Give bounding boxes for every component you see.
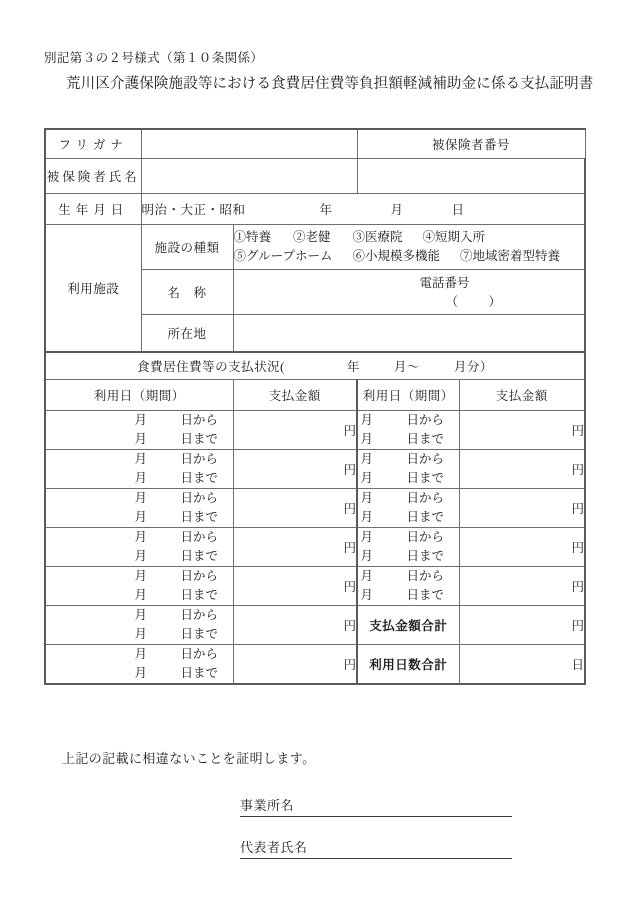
period-from-month: 月 (360, 530, 374, 545)
representative-name-row[interactable] (240, 837, 512, 859)
period-cell[interactable] (45, 528, 233, 567)
facility-type-option-5[interactable]: ⑤グループホーム (233, 249, 333, 263)
payment-column-header-row (45, 380, 585, 411)
period-to-day: 日まで (406, 549, 445, 563)
payment-total-amount-row (45, 606, 585, 645)
furigana-value[interactable] (141, 129, 357, 159)
period-from-day: 日から (180, 413, 219, 428)
yen-unit: 円 (343, 502, 357, 516)
yen-unit: 円 (343, 541, 357, 555)
yen-unit: 円 (571, 580, 585, 594)
form-code: 別記第３の２号様式（第１０条関係） (44, 51, 264, 65)
period-to-day: 日まで (180, 510, 219, 524)
payment-status-month-to: 月分） (453, 360, 493, 374)
period-from-day: 日から (180, 569, 219, 584)
period-cell[interactable] (357, 411, 459, 450)
period-from-day: 日から (406, 491, 445, 506)
payment-row (45, 450, 585, 489)
insured-number-value[interactable] (357, 159, 585, 194)
period-to-day: 日まで (406, 588, 445, 602)
col-header-amount-left: 支払金額 (233, 380, 357, 411)
signature-block (240, 795, 512, 879)
yen-unit: 円 (343, 580, 357, 594)
total-days-label: 利用日数合計 (357, 645, 459, 685)
facility-section-label: 利用施設 (45, 225, 141, 353)
facility-type-options-row1 (234, 228, 585, 247)
tel-paren-open: （ (445, 295, 459, 309)
payment-row (45, 411, 585, 450)
payment-row (45, 567, 585, 606)
period-cell[interactable] (45, 489, 233, 528)
period-from-day: 日から (180, 452, 219, 467)
col-header-period-left: 利用日（期間） (45, 380, 233, 411)
period-to-month: 月 (134, 510, 148, 524)
yen-unit: 円 (571, 541, 585, 555)
birthdate-label: 生年月日 (45, 194, 141, 225)
payment-row (45, 489, 585, 528)
certificate-table (44, 128, 586, 685)
amount-cell[interactable] (233, 528, 357, 567)
period-from-day: 日から (180, 530, 219, 545)
period-from-month: 月 (134, 452, 148, 467)
period-from-month: 月 (134, 491, 148, 506)
facility-type-option-4[interactable]: ④短期入所 (422, 229, 486, 244)
period-from-day: 日から (406, 413, 445, 428)
page-title: 荒川区介護保険施設等における食費居住費等負担額軽減補助金に係る支払証明書 (66, 76, 594, 92)
period-to-day: 日まで (406, 471, 445, 485)
period-to-month: 月 (360, 471, 374, 485)
period-to-month: 月 (134, 666, 148, 680)
amount-cell[interactable] (233, 489, 357, 528)
period-to-month: 月 (360, 549, 374, 563)
furigana-label: フリガナ (45, 129, 141, 159)
insured-number-label: 被保険者番号 (357, 129, 585, 159)
period-to-month: 月 (134, 471, 148, 485)
office-name-row[interactable] (240, 795, 512, 817)
facility-name-label: 名 称 (141, 270, 233, 315)
period-from-month: 月 (360, 452, 374, 467)
payment-status-title-prefix: 食費居住費等の支払状況( (137, 360, 285, 374)
payment-total-days-row (45, 645, 585, 685)
period-to-month: 月 (360, 510, 374, 524)
amount-cell[interactable] (459, 567, 585, 606)
facility-type-option-7[interactable]: ⑦地域密着型特養 (460, 249, 561, 263)
period-to-day: 日まで (180, 627, 219, 641)
col-header-amount-right: 支払金額 (459, 380, 585, 411)
facility-type-row (45, 225, 585, 270)
period-from-day: 日から (180, 647, 219, 662)
period-from-day: 日から (406, 530, 445, 545)
period-cell[interactable] (45, 645, 233, 685)
facility-type-label: 施設の種類 (141, 225, 233, 270)
period-to-day: 日まで (180, 549, 219, 563)
yen-unit: 円 (571, 502, 585, 516)
facility-type-options-row2 (234, 247, 585, 266)
office-name-label: 事業所名 (240, 798, 295, 813)
period-cell[interactable] (45, 450, 233, 489)
period-to-month: 月 (134, 549, 148, 563)
period-to-day: 日まで (406, 510, 445, 524)
total-days-value[interactable] (459, 645, 585, 685)
facility-address-label: 所在地 (141, 315, 233, 353)
amount-cell[interactable] (233, 411, 357, 450)
facility-address-value[interactable] (233, 315, 585, 353)
facility-type-option-2[interactable]: ②老健 (293, 229, 331, 244)
representative-name-label: 代表者氏名 (240, 840, 308, 855)
yen-unit: 円 (571, 463, 585, 477)
amount-cell[interactable] (233, 606, 357, 645)
period-cell[interactable] (357, 567, 459, 606)
furigana-row (45, 129, 585, 159)
amount-cell[interactable] (233, 567, 357, 606)
period-cell[interactable] (45, 411, 233, 450)
period-from-month: 月 (134, 608, 148, 623)
birthdate-row (45, 194, 585, 225)
period-to-day: 日まで (180, 588, 219, 602)
period-from-month: 月 (134, 647, 148, 662)
day-unit: 日 (571, 658, 585, 672)
period-cell[interactable] (45, 606, 233, 645)
period-to-month: 月 (134, 627, 148, 641)
insured-name-row (45, 159, 585, 194)
facility-name-value-cell[interactable] (233, 270, 585, 315)
payment-status-title (45, 352, 585, 380)
period-from-month: 月 (134, 413, 148, 428)
yen-unit: 円 (343, 658, 357, 672)
period-from-month: 月 (360, 491, 374, 506)
amount-cell[interactable] (459, 489, 585, 528)
yen-unit: 円 (571, 619, 585, 633)
period-to-day: 日まで (180, 432, 219, 446)
amount-cell[interactable] (233, 450, 357, 489)
facility-type-option-3[interactable]: ③医療院 (352, 229, 403, 244)
col-header-period-right: 利用日（期間） (357, 380, 459, 411)
facility-type-option-1[interactable]: ①特養 (233, 229, 272, 244)
amount-cell[interactable] (459, 450, 585, 489)
period-to-month: 月 (134, 588, 148, 602)
period-from-day: 日から (180, 491, 219, 506)
period-from-month: 月 (360, 413, 374, 428)
tel-paren-close: ） (488, 295, 502, 309)
birth-year-unit: 年 (319, 203, 333, 217)
yen-unit: 円 (343, 619, 357, 633)
period-cell[interactable] (45, 567, 233, 606)
insured-name-value[interactable] (141, 159, 357, 194)
payment-status-month-from: 月～ (393, 360, 420, 374)
amount-cell[interactable] (233, 645, 357, 685)
facility-type-options[interactable] (233, 225, 585, 270)
amount-cell[interactable] (459, 528, 585, 567)
insured-name-label: 被保険者氏名 (45, 159, 141, 194)
period-to-month: 月 (360, 432, 374, 446)
period-to-month: 月 (134, 432, 148, 446)
payment-status-header-row (45, 352, 585, 380)
facility-tel-value[interactable] (446, 292, 502, 310)
birthdate-value[interactable] (141, 194, 585, 225)
period-to-day: 日まで (180, 471, 219, 485)
period-to-day: 日まで (180, 666, 219, 680)
period-from-day: 日から (406, 569, 445, 584)
period-cell[interactable] (357, 489, 459, 528)
facility-tel-label: 電話番号 (419, 276, 470, 290)
certify-statement: 上記の記載に相違ないことを証明します。 (62, 751, 316, 766)
yen-unit: 円 (343, 424, 357, 438)
period-from-day: 日から (406, 452, 445, 467)
period-cell[interactable] (357, 528, 459, 567)
period-to-month: 月 (360, 588, 374, 602)
birth-eras: 明治・大正・昭和 (141, 203, 246, 217)
payment-row (45, 528, 585, 567)
period-cell[interactable] (357, 450, 459, 489)
yen-unit: 円 (571, 424, 585, 438)
period-from-month: 月 (134, 530, 148, 545)
birth-day-unit: 日 (451, 203, 465, 217)
period-from-month: 月 (360, 569, 374, 584)
yen-unit: 円 (343, 463, 357, 477)
facility-type-option-6[interactable]: ⑥小規模多機能 (352, 249, 441, 263)
birth-month-unit: 月 (390, 203, 404, 217)
period-from-day: 日から (180, 608, 219, 623)
payment-status-year-unit: 年 (346, 360, 360, 374)
total-amount-value[interactable] (459, 606, 585, 645)
period-to-day: 日まで (406, 432, 445, 446)
period-from-month: 月 (134, 569, 148, 584)
total-amount-label: 支払金額合計 (357, 606, 459, 645)
amount-cell[interactable] (459, 411, 585, 450)
